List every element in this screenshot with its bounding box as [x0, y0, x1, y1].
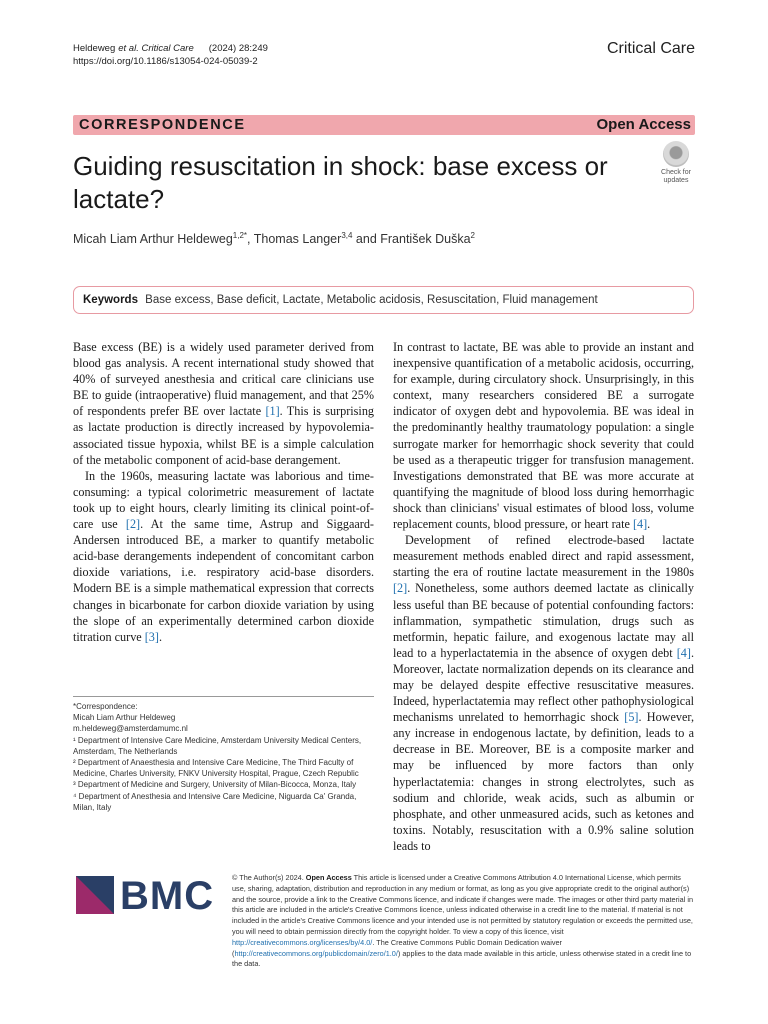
body-text: . This is surprising as lactate production is directly increased by hypovolemia-associated tissue hypoxia, whilst BE is a simple calculation of the metabolic component of acid-base derangement.: [73, 404, 375, 467]
author-name[interactable]: , Thomas Langer: [247, 232, 342, 247]
author-affiliation-sup: 3,4: [341, 231, 353, 240]
affiliation-4: ⁴ Department of Anesthesia and Intensive Care Medicine, Niguarda Ca' Granda, Milan, Italy: [73, 791, 357, 812]
citation-year: (2024) 28:249: [208, 43, 268, 54]
body-text: In contrast to lactate, BE was able to provide an instant and inexpensive quantification of a metabolic acidosis, occurring, for example, during circulatory shock. Unsurprisingly, in this context, many researchers considered BE a surrogate indicator of oxygen debt and hypovolemia. BE was ideal in the predominantly healthy traumatology population: a single surrogate marker for hemorrhagic shock severity that could be used as a therapeutic trigger for transfusion management. Investigations demonstrated that BE was more accurate at quantifying the magnitude of blood loss during hemorrhagic shock than clinicians' visual estimates of blood loss, volume replacement counts, blood pressure, or heart rate: [393, 340, 694, 532]
running-header: [73, 42, 271, 68]
affiliation-2: ² Department of Anaesthesia and Intensive Care Medicine, The Third Faculty of Medicine, Charles University, FNKV University Hospital, Prague, Czech Republic: [73, 758, 359, 779]
license-text: . The Creative Commons Public Domain Dedication waiver (: [232, 937, 562, 958]
body-column-left: [73, 339, 374, 645]
open-access-label[interactable]: Open Access: [596, 116, 691, 133]
license-statement: [232, 873, 694, 970]
correspondence-label: *Correspondence:: [73, 702, 138, 711]
reference-link[interactable]: [1]: [265, 404, 280, 419]
body-text: . Nonetheless, some authors deemed lactate as clinically less useful than BE because of potential confounding factors: inflammation, sympathetic stimulation, drugs such as metformin, hepatic failure, and exogenous lactate may all lead to a hyperlactatemia in the absence of oxygen debt: [393, 581, 694, 660]
affiliation-1: ¹ Department of Intensive Care Medicine, Amsterdam University Medical Centers, Amsterdam, The Netherlands: [73, 735, 362, 756]
journal-name: Critical Care: [606, 40, 695, 57]
license-link[interactable]: http://creativecommons.org/publicdomain/zero/1.0/: [234, 948, 398, 958]
reference-link[interactable]: [3]: [144, 629, 159, 644]
footnotes: [73, 701, 368, 813]
license-open-access: Open Access: [305, 873, 352, 882]
reference-link[interactable]: [5]: [624, 710, 639, 725]
bmc-logo-text: BMC: [120, 874, 215, 918]
body-text: .: [647, 517, 651, 532]
citation-authors: Heldeweg: [73, 43, 116, 54]
citation-line: [73, 42, 271, 55]
body-paragraph: [393, 532, 694, 854]
license-text: This article is licensed under a Creative Commons Attribution 4.0 International License, which permits use, sharing, adaptation, distribution and reproduction in any medium or format, as long as you give appropriate credit to the original author(s) and the source, provide a link to the Creative Commons licence, and indicate if changes were made. The images or other third party material in this article are included in the article's Creative Commons licence, unless indicated otherwise in a credit line to the material. If material is not included in the article's Creative Commons licence and your intended use is not permitted by statutory regulation or exceeds the permitted use, you will need to obtain permission directly from the copyright holder. To view a copy of this licence, visit: [232, 873, 694, 936]
license-text: ) applies to the data made available in this article, unless otherwise stated in a credit line to the data.: [232, 948, 692, 969]
body-text: Development of refined electrode-based lactate measurement methods enabled direct and rapid assessment, starting the era of routine lactate measurement in the 1980s: [393, 533, 694, 580]
reference-link[interactable]: [4]: [632, 517, 648, 532]
reference-link[interactable]: [4]: [676, 645, 691, 660]
check-for-updates-badge[interactable]: [657, 141, 695, 185]
reference-link[interactable]: [2]: [125, 517, 141, 532]
footnote-divider: [73, 696, 374, 697]
body-paragraph: [393, 339, 694, 532]
article-type-label: CORRESPONDENCE: [79, 117, 246, 133]
author-name[interactable]: Micah Liam Arthur Heldeweg: [73, 232, 233, 247]
check-updates-line2: updates: [663, 177, 689, 184]
bmc-logo-icon: [76, 872, 116, 920]
body-paragraph: [73, 339, 374, 468]
affiliation-3: ³ Department of Medicine and Surgery, University of Milan-Bicocca, Monza, Italy: [73, 780, 357, 790]
check-updates-icon: [663, 141, 689, 167]
body-text: In the 1960s, measuring lactate was laborious and time-consuming: a typical colorimetric measurement of lactate took up to eight hours, clearly limiting its clinical point-of-care use: [73, 468, 374, 532]
author-list: [73, 231, 475, 246]
reference-link[interactable]: [2]: [393, 581, 408, 596]
body-text: . However, any increase in endogenous lactate, by definition, leads to a decrease in BE. Moreover, BE is a composite marker and may be influenced by more factors than only hyperlactatemia: changes in strong electrolytes, such as sodium and chloride, weak acids, such as albumin or phosphate, and other unmeasured acids, such as ketones and toxins. Notably, resuscitation with a 0.9% saline solution leads to: [393, 710, 694, 853]
keywords-text: Base excess, Base deficit, Lactate, Metabolic acidosis, Resuscitation, Fluid management: [145, 294, 598, 306]
body-text: .: [158, 629, 163, 644]
correspondence-email[interactable]: m.heldeweg@amsterdamumc.nl: [73, 724, 188, 734]
body-text: . At the same time, Astrup and Siggaard-Andersen introduced BE, a marker to quantify metabolic acid-base derangements independent of concomitant carbon dioxide variations, i.e. respiratory acid-base disorders. Modern BE is a simple mathematical expression that corrects changes in bicarbonate for carbon dioxide variation by using the slope of an experimentally determined carbon dioxide titration curve: [73, 517, 374, 644]
doi-link[interactable]: https://doi.org/10.1186/s13054-024-05039-2: [73, 56, 258, 67]
article-title: Guiding resuscitation in shock: base excess or lactate?: [73, 151, 608, 214]
article-type-banner: [73, 115, 695, 135]
body-text: . Moreover, lactate normalization depends on its clearance and may be delayed despite effective resuscitative measures. Indeed, hyperlactatemia may reflect other pathophysiological mechanisms unrelated to hemorrhagic shock: [393, 645, 694, 725]
body-text: Base excess (BE) is a widely used parameter derived from blood gas analysis. A recent international study showed that 40% of surveyed anesthesia and critical care clinicians use BE to guide (intraoperative) fluid management, and that 25% of respondents prefer BE over lactate: [73, 340, 374, 419]
check-updates-line1: Check for: [661, 169, 691, 176]
body-paragraph: [73, 468, 374, 645]
license-text: © The Author(s) 2024.: [232, 873, 306, 882]
bmc-logo: [76, 872, 216, 922]
author-affiliation-sup: 2: [470, 231, 475, 240]
author-name[interactable]: and František Duška: [352, 232, 471, 247]
keywords-label: Keywords: [83, 294, 138, 306]
keywords-box: [73, 286, 694, 314]
body-column-right: [393, 339, 694, 854]
citation-journal: et al. Critical Care: [118, 43, 194, 54]
author-affiliation-sup: 1,2*: [232, 231, 248, 240]
license-link[interactable]: http://creativecommons.org/licenses/by/4.0/: [232, 937, 373, 947]
correspondence-name: Micah Liam Arthur Heldeweg: [73, 713, 176, 723]
